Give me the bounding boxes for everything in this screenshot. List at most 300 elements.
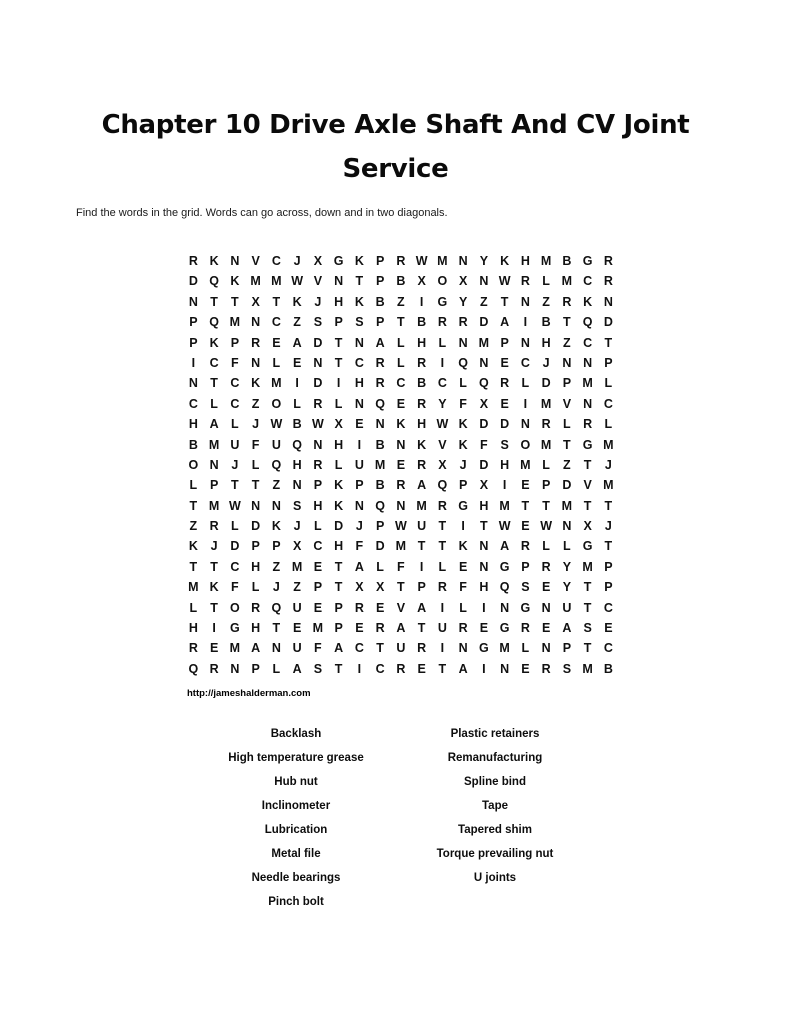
grid-letter: F bbox=[459, 580, 467, 595]
grid-letter: T bbox=[438, 661, 447, 676]
grid-letter: F bbox=[314, 641, 322, 656]
grid-letter: D bbox=[500, 417, 510, 432]
grid-letter: Q bbox=[375, 498, 385, 513]
grid-letter: D bbox=[562, 478, 572, 493]
grid-letter: T bbox=[604, 498, 613, 513]
grid-letter: V bbox=[396, 600, 406, 615]
grid-letter: K bbox=[354, 254, 364, 268]
grid-letter: N bbox=[520, 294, 530, 309]
grid-letter: S bbox=[500, 437, 509, 452]
grid-letter: L bbox=[604, 376, 613, 391]
grid-letter: C bbox=[603, 641, 613, 656]
grid-letter: D bbox=[603, 315, 613, 330]
grid-letter: K bbox=[334, 498, 344, 513]
grid-letter: M bbox=[437, 254, 448, 268]
grid-letter: Z bbox=[563, 335, 571, 350]
grid-letter: K bbox=[209, 580, 219, 595]
grid-letter: T bbox=[563, 437, 571, 452]
grid-letter: D bbox=[541, 376, 551, 391]
grid-letter: K bbox=[334, 478, 344, 493]
grid-letter: O bbox=[188, 457, 199, 472]
grid-letter: T bbox=[583, 641, 592, 656]
grid-letter: P bbox=[189, 335, 198, 350]
grid-letter: X bbox=[251, 294, 260, 309]
grid-letter: V bbox=[251, 254, 260, 268]
grid-letter: E bbox=[521, 478, 530, 493]
grid-letter: Q bbox=[188, 661, 199, 676]
grid-letter: P bbox=[458, 478, 468, 493]
grid-letter: C bbox=[437, 376, 447, 391]
grid-letter: H bbox=[188, 417, 198, 432]
grid-letter: Q bbox=[458, 355, 468, 370]
grid-letter: I bbox=[440, 355, 445, 370]
grid-letter: N bbox=[354, 396, 364, 411]
grid-letter: N bbox=[334, 274, 344, 289]
grid-letter: R bbox=[375, 376, 385, 391]
word-list-item: High temperature grease bbox=[228, 752, 364, 764]
grid-row bbox=[183, 536, 619, 556]
grid-letter: K bbox=[188, 539, 198, 554]
grid-letter: T bbox=[583, 580, 592, 595]
grid-letter: K bbox=[458, 539, 468, 554]
grid-letter: E bbox=[541, 621, 551, 636]
grid-letter: E bbox=[541, 580, 551, 595]
grid-letter: A bbox=[251, 641, 261, 656]
grid-letter: T bbox=[542, 498, 550, 513]
grid-letter: T bbox=[189, 498, 198, 513]
grid-letter: A bbox=[292, 335, 302, 350]
grid-letter: Q bbox=[582, 315, 593, 330]
grid-letter: H bbox=[479, 580, 489, 595]
grid-letter: P bbox=[355, 478, 364, 493]
grid-letter: F bbox=[397, 559, 405, 574]
grid-letter: A bbox=[562, 621, 572, 636]
grid-letter: J bbox=[210, 539, 218, 554]
grid-letter: M bbox=[582, 661, 593, 676]
grid-letter: R bbox=[520, 539, 530, 554]
grid-letter: R bbox=[541, 559, 551, 574]
grid-letter: X bbox=[313, 254, 323, 268]
grid-letter: H bbox=[251, 559, 261, 574]
grid-letter: R bbox=[396, 478, 406, 493]
grid-letter: N bbox=[230, 254, 240, 268]
grid-letter: P bbox=[375, 519, 385, 534]
grid-letter: M bbox=[229, 641, 241, 656]
grid-letter: D bbox=[479, 417, 489, 432]
grid-letter: N bbox=[313, 437, 323, 452]
grid-letter: R bbox=[437, 315, 447, 330]
word-list-item: U joints bbox=[473, 872, 517, 884]
grid-letter: I bbox=[482, 600, 486, 615]
grid-letter: T bbox=[355, 274, 364, 289]
grid-letter: D bbox=[479, 315, 489, 330]
grid-letter: G bbox=[437, 294, 448, 309]
grid-letter: H bbox=[500, 457, 510, 472]
grid-letter: E bbox=[417, 661, 426, 676]
grid-letter: P bbox=[189, 315, 198, 330]
grid-row bbox=[183, 598, 619, 618]
grid-letter: L bbox=[334, 396, 343, 411]
grid-letter: R bbox=[458, 621, 468, 636]
grid-letter: N bbox=[271, 641, 281, 656]
grid-letter: T bbox=[417, 539, 426, 554]
grid-letter: Q bbox=[499, 580, 510, 595]
grid-letter: P bbox=[604, 355, 613, 370]
grid-letter: R bbox=[417, 355, 427, 370]
grid-letter: M bbox=[603, 478, 614, 493]
grid-letter: B bbox=[603, 661, 613, 676]
grid-letter: N bbox=[271, 498, 281, 513]
grid-letter: R bbox=[583, 417, 593, 432]
grid-letter: N bbox=[500, 661, 510, 676]
grid-letter: L bbox=[189, 600, 198, 615]
grid-letter: C bbox=[230, 396, 240, 411]
grid-letter: U bbox=[562, 600, 572, 615]
grid-letter: Q bbox=[271, 457, 282, 472]
grid-letter: D bbox=[313, 376, 323, 391]
word-list-item: Pinch bolt bbox=[268, 896, 324, 908]
grid-letter: K bbox=[354, 294, 364, 309]
grid-letter: X bbox=[355, 580, 364, 595]
grid-letter: L bbox=[563, 417, 571, 432]
grid-letter: L bbox=[542, 457, 550, 472]
grid-letter: C bbox=[230, 559, 240, 574]
grid-letter: L bbox=[459, 376, 467, 391]
grid-letter: B bbox=[292, 417, 302, 432]
grid-letter: E bbox=[209, 641, 219, 656]
grid-letter: L bbox=[563, 539, 571, 554]
grid-letter: W bbox=[436, 417, 449, 432]
grid-letter: E bbox=[313, 600, 323, 615]
grid-letter: E bbox=[313, 559, 323, 574]
instructions-text: Find the words in the grid. Words can go across, down and in two diagonals. bbox=[76, 207, 448, 219]
grid-letter: L bbox=[438, 335, 447, 350]
grid-letter: A bbox=[396, 621, 406, 636]
grid-letter: N bbox=[479, 539, 489, 554]
grid-letter: T bbox=[272, 621, 281, 636]
grid-letter: L bbox=[397, 335, 405, 350]
grid-letter: L bbox=[542, 539, 550, 554]
grid-letter: R bbox=[417, 457, 427, 472]
grid-letter: Z bbox=[293, 580, 301, 595]
grid-letter: L bbox=[231, 519, 239, 534]
grid-letter: T bbox=[210, 376, 218, 391]
page-title-line2: Service bbox=[342, 154, 449, 184]
grid-letter: R bbox=[313, 457, 323, 472]
grid-letter: T bbox=[480, 519, 488, 534]
grid-letter: J bbox=[252, 417, 260, 432]
grid-letter: L bbox=[314, 519, 322, 534]
grid-letter: E bbox=[396, 457, 406, 472]
grid-letter: F bbox=[231, 580, 239, 595]
grid-letter: P bbox=[500, 335, 509, 350]
grid-letter: T bbox=[210, 294, 218, 309]
grid-letter: Z bbox=[480, 294, 488, 309]
grid-letter: N bbox=[500, 600, 510, 615]
grid-letter: Y bbox=[458, 294, 468, 309]
grid-letter: D bbox=[375, 539, 385, 554]
grid-row bbox=[183, 516, 619, 536]
grid-letter: E bbox=[375, 600, 385, 615]
grid-letter: E bbox=[521, 519, 530, 534]
grid-letter: B bbox=[562, 254, 572, 268]
grid-letter: Q bbox=[479, 376, 489, 391]
grid-letter: R bbox=[500, 376, 510, 391]
grid-letter: W bbox=[228, 498, 241, 513]
grid-row bbox=[183, 455, 619, 475]
grid-letter: R bbox=[541, 417, 551, 432]
grid-letter: B bbox=[375, 437, 385, 452]
grid-letter: R bbox=[209, 519, 219, 534]
grid-letter: M bbox=[208, 437, 220, 452]
grid-letter: T bbox=[604, 335, 613, 350]
grid-letter: K bbox=[271, 519, 281, 534]
grid-letter: Z bbox=[189, 519, 198, 534]
grid-letter: C bbox=[209, 355, 219, 370]
grid-letter: M bbox=[540, 437, 552, 452]
grid-letter: Y bbox=[479, 254, 489, 268]
grid-letter: N bbox=[209, 457, 219, 472]
grid-letter: E bbox=[292, 621, 302, 636]
grid-letter: Z bbox=[293, 315, 301, 330]
grid-row bbox=[183, 251, 619, 271]
grid-letter: U bbox=[437, 621, 447, 636]
grid-letter: K bbox=[209, 254, 219, 268]
grid-letter: K bbox=[458, 417, 468, 432]
grid-letter: H bbox=[334, 437, 344, 452]
grid-letter: R bbox=[251, 600, 261, 615]
grid-letter: M bbox=[208, 498, 220, 513]
grid-letter: P bbox=[417, 580, 426, 595]
grid-letter: E bbox=[500, 396, 509, 411]
grid-letter: R bbox=[188, 254, 198, 268]
grid-letter: M bbox=[603, 437, 614, 452]
page-title bbox=[0, 103, 791, 191]
grid-letter: R bbox=[603, 254, 613, 268]
grid-letter: E bbox=[355, 621, 364, 636]
grid-letter: N bbox=[562, 355, 572, 370]
grid-letter: M bbox=[374, 457, 386, 472]
grid-letter: N bbox=[583, 355, 593, 370]
grid-letter: U bbox=[396, 641, 406, 656]
grid-letter: T bbox=[438, 519, 447, 534]
grid-letter: N bbox=[603, 294, 613, 309]
grid-letter: G bbox=[333, 254, 344, 268]
word-list-item: Plastic retainers bbox=[450, 728, 540, 740]
grid-letter: M bbox=[188, 580, 199, 595]
grid-letter: R bbox=[396, 254, 406, 268]
grid-letter: F bbox=[231, 355, 239, 370]
grid-letter: P bbox=[334, 621, 343, 636]
grid-letter: Z bbox=[563, 457, 571, 472]
grid-letter: B bbox=[417, 315, 427, 330]
grid-letter: R bbox=[458, 315, 468, 330]
grid-row bbox=[183, 659, 619, 679]
grid-letter: E bbox=[500, 355, 509, 370]
grid-letter: R bbox=[520, 274, 530, 289]
grid-letter: K bbox=[500, 254, 510, 268]
grid-letter: C bbox=[313, 539, 323, 554]
grid-letter: C bbox=[520, 355, 530, 370]
grid-letter: Q bbox=[271, 600, 282, 615]
source-url-text: http://jameshalderman.com bbox=[187, 688, 311, 699]
grid-letter: P bbox=[272, 539, 281, 554]
grid-letter: K bbox=[583, 294, 593, 309]
grid-letter: I bbox=[523, 396, 528, 411]
grid-letter: F bbox=[459, 396, 467, 411]
grid-letter: E bbox=[604, 621, 613, 636]
grid-row bbox=[183, 373, 619, 393]
grid-letter: T bbox=[563, 315, 571, 330]
grid-letter: K bbox=[458, 437, 468, 452]
grid-letter: J bbox=[604, 519, 612, 534]
grid-row bbox=[183, 333, 619, 353]
grid-letter: O bbox=[437, 274, 448, 289]
grid-letter: N bbox=[520, 417, 530, 432]
grid-letter: X bbox=[583, 519, 592, 534]
grid-letter: W bbox=[311, 417, 324, 432]
grid-letter: L bbox=[251, 457, 260, 472]
grid-letter: K bbox=[230, 274, 240, 289]
grid-letter: A bbox=[500, 315, 510, 330]
grid-letter: P bbox=[209, 478, 219, 493]
grid-letter: G bbox=[499, 621, 510, 636]
grid-letter: Z bbox=[251, 396, 260, 411]
grid-letter: H bbox=[541, 335, 551, 350]
grid-letter: W bbox=[270, 417, 283, 432]
grid-letter: P bbox=[604, 559, 613, 574]
grid-letter: E bbox=[272, 335, 281, 350]
grid-letter: S bbox=[583, 621, 592, 636]
grid-letter: X bbox=[417, 274, 426, 289]
grid-letter: P bbox=[334, 600, 343, 615]
grid-letter: D bbox=[479, 457, 489, 472]
grid-letter: N bbox=[354, 335, 364, 350]
grid-letter: I bbox=[502, 478, 507, 493]
grid-letter: T bbox=[210, 600, 218, 615]
grid-letter: M bbox=[478, 335, 490, 350]
grid-letter: A bbox=[292, 661, 302, 676]
grid-letter: R bbox=[437, 580, 447, 595]
word-list-left bbox=[196, 722, 396, 914]
grid-letter: H bbox=[188, 621, 198, 636]
grid-letter: C bbox=[188, 396, 198, 411]
grid-letter: P bbox=[251, 539, 260, 554]
word-list-item: Remanufacturing bbox=[447, 752, 543, 764]
grid-letter: N bbox=[292, 478, 302, 493]
grid-letter: K bbox=[292, 294, 302, 309]
grid-letter: U bbox=[271, 437, 281, 452]
grid-letter: L bbox=[376, 559, 384, 574]
grid-letter: R bbox=[251, 335, 261, 350]
grid-letter: N bbox=[479, 274, 489, 289]
grid-letter: G bbox=[499, 559, 510, 574]
grid-letter: L bbox=[521, 376, 530, 391]
grid-row bbox=[183, 292, 619, 312]
grid-letter: I bbox=[440, 600, 445, 615]
grid-letter: M bbox=[520, 457, 531, 472]
word-list-item: Inclinometer bbox=[261, 800, 331, 812]
grid-letter: U bbox=[417, 519, 427, 534]
grid-letter: L bbox=[438, 559, 447, 574]
grid-letter: K bbox=[417, 437, 427, 452]
grid-row bbox=[183, 557, 619, 577]
grid-letter: T bbox=[231, 294, 239, 309]
grid-letter: M bbox=[582, 559, 593, 574]
grid-letter: F bbox=[480, 437, 488, 452]
grid-letter: D bbox=[230, 539, 240, 554]
grid-letter: Y bbox=[438, 396, 447, 411]
grid-letter: T bbox=[210, 559, 218, 574]
grid-letter: B bbox=[541, 315, 551, 330]
word-list-item: Spline bind bbox=[464, 776, 526, 788]
grid-letter: S bbox=[562, 661, 572, 676]
grid-letter: A bbox=[500, 539, 510, 554]
grid-letter: K bbox=[396, 417, 406, 432]
grid-letter: K bbox=[209, 335, 219, 350]
grid-letter: H bbox=[520, 254, 530, 268]
grid-letter: P bbox=[251, 661, 260, 676]
word-list-right bbox=[395, 722, 595, 890]
grid-letter: A bbox=[209, 417, 219, 432]
grid-letter: H bbox=[251, 621, 261, 636]
grid-letter: N bbox=[541, 641, 551, 656]
grid-letter: R bbox=[541, 661, 551, 676]
grid-letter: B bbox=[375, 294, 385, 309]
grid-letter: R bbox=[313, 396, 323, 411]
grid-letter: C bbox=[230, 376, 240, 391]
grid-letter: M bbox=[250, 274, 261, 289]
grid-letter: I bbox=[482, 661, 486, 676]
grid-letter: W bbox=[498, 519, 511, 534]
grid-letter: N bbox=[251, 355, 261, 370]
grid-letter: T bbox=[189, 559, 198, 574]
grid-letter: T bbox=[583, 457, 592, 472]
grid-letter: N bbox=[479, 355, 489, 370]
grid-letter: H bbox=[417, 417, 427, 432]
grid-letter: T bbox=[397, 580, 405, 595]
grid-letter: J bbox=[355, 519, 363, 534]
grid-letter: R bbox=[375, 355, 385, 370]
grid-row bbox=[183, 638, 619, 658]
grid-letter: O bbox=[520, 437, 531, 452]
page-title-line1: Chapter 10 Drive Axle Shaft And CV Joint bbox=[101, 110, 690, 140]
grid-letter: S bbox=[313, 315, 323, 330]
grid-letter: H bbox=[292, 457, 302, 472]
grid-letter: M bbox=[499, 641, 510, 656]
letter-grid bbox=[183, 251, 619, 679]
grid-letter: X bbox=[479, 478, 489, 493]
grid-letter: H bbox=[334, 539, 344, 554]
grid-letter: I bbox=[419, 559, 424, 574]
grid-letter: N bbox=[251, 498, 261, 513]
grid-letter: D bbox=[188, 274, 198, 289]
grid-letter: R bbox=[417, 396, 427, 411]
grid-letter: H bbox=[479, 498, 489, 513]
grid-letter: I bbox=[357, 661, 362, 676]
grid-letter: W bbox=[415, 254, 428, 268]
grid-letter: R bbox=[375, 621, 385, 636]
grid-letter: G bbox=[520, 600, 531, 615]
grid-letter: A bbox=[458, 661, 468, 676]
grid-letter: M bbox=[291, 559, 303, 574]
grid-letter: T bbox=[334, 661, 343, 676]
grid-letter: T bbox=[334, 580, 343, 595]
grid-letter: N bbox=[354, 498, 364, 513]
grid-letter: M bbox=[229, 315, 241, 330]
grid-letter: X bbox=[438, 457, 447, 472]
grid-letter: N bbox=[396, 437, 406, 452]
